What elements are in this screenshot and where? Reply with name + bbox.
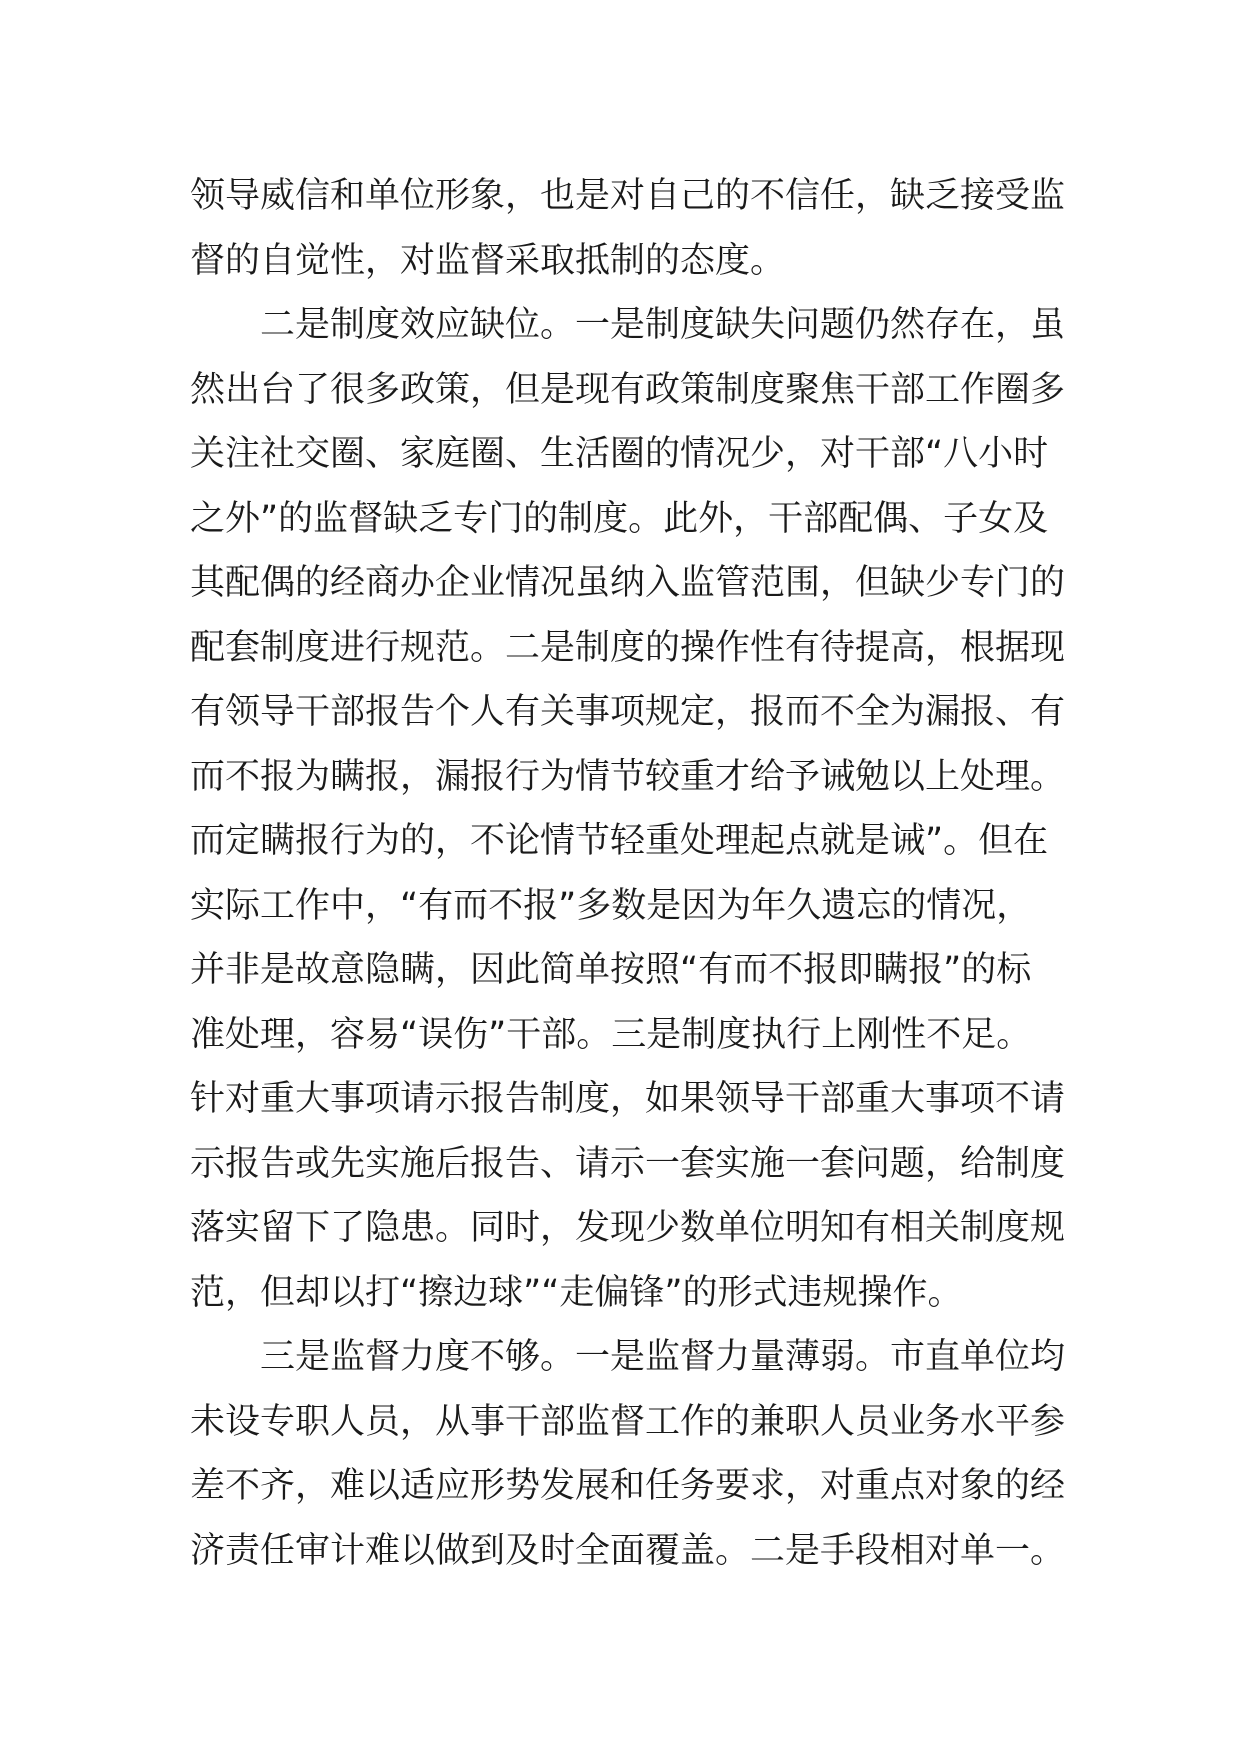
text-line: 落实留下了隐患。同时，发现少数单位明知有相关制度规 xyxy=(190,1208,1066,1248)
text-line: 然出台了很多政策，但是现有政策制度聚焦干部工作圈多 xyxy=(190,369,1066,410)
paragraph-start-line: 二是制度效应缺位。一是制度缺失问题仍然存在，虽 xyxy=(260,305,1066,345)
text-line: 之外”的监督缺乏专门的制度。此外，干部配偶、子女及 xyxy=(190,498,1049,539)
text-line: 差不齐，难以适应形势发展和任务要求，对重点对象的经 xyxy=(190,1466,1066,1506)
text-line: 范，但却以打“擦边球”“走偏锋”的形式违规操作。 xyxy=(190,1272,963,1313)
text-line: 实际工作中，“有而不报”多数是因为年久遗忘的情况， xyxy=(190,885,1032,926)
text-line: 而不报为瞒报，漏报行为情节较重才给予诫勉以上处理。 xyxy=(190,756,1066,797)
body-text xyxy=(190,164,1070,1583)
text-line: 有领导干部报告个人有关事项规定，报而不全为漏报、有 xyxy=(190,692,1066,732)
text-line: 未设专职人员，从事干部监督工作的兼职人员业务水平参 xyxy=(190,1401,1066,1442)
text-line: 针对重大事项请示报告制度，如果领导干部重大事项不请 xyxy=(190,1079,1066,1119)
text-line: 示报告或先实施后报告、请示一套实施一套问题，给制度 xyxy=(190,1143,1066,1184)
paragraph-start-line: 三是监督力度不够。一是监督力量薄弱。市直单位均 xyxy=(260,1337,1066,1377)
text-line: 督的自觉性，对监督采取抵制的态度。 xyxy=(190,240,786,281)
text-line: 而定瞒报行为的，不论情节轻重处理起点就是诫”。但在 xyxy=(190,821,1049,861)
text-line: 配套制度进行规范。二是制度的操作性有待提高，根据现 xyxy=(190,627,1066,668)
text-line: 并非是故意隐瞒，因此简单按照“有而不报即瞒报”的标 xyxy=(190,950,1032,990)
text-line: 济责任审计难以做到及时全面覆盖。二是手段相对单一。 xyxy=(190,1530,1066,1571)
text-line: 准处理，容易“误伤”干部。三是制度执行上刚性不足。 xyxy=(190,1014,1032,1055)
text-line: 其配偶的经商办企业情况虽纳入监管范围，但缺少专门的 xyxy=(190,563,1066,603)
text-line: 关注社交圈、家庭圈、生活圈的情况少，对干部“八小时 xyxy=(190,434,1049,474)
text-line: 领导威信和单位形象，也是对自己的不信任，缺乏接受监 xyxy=(190,176,1066,216)
